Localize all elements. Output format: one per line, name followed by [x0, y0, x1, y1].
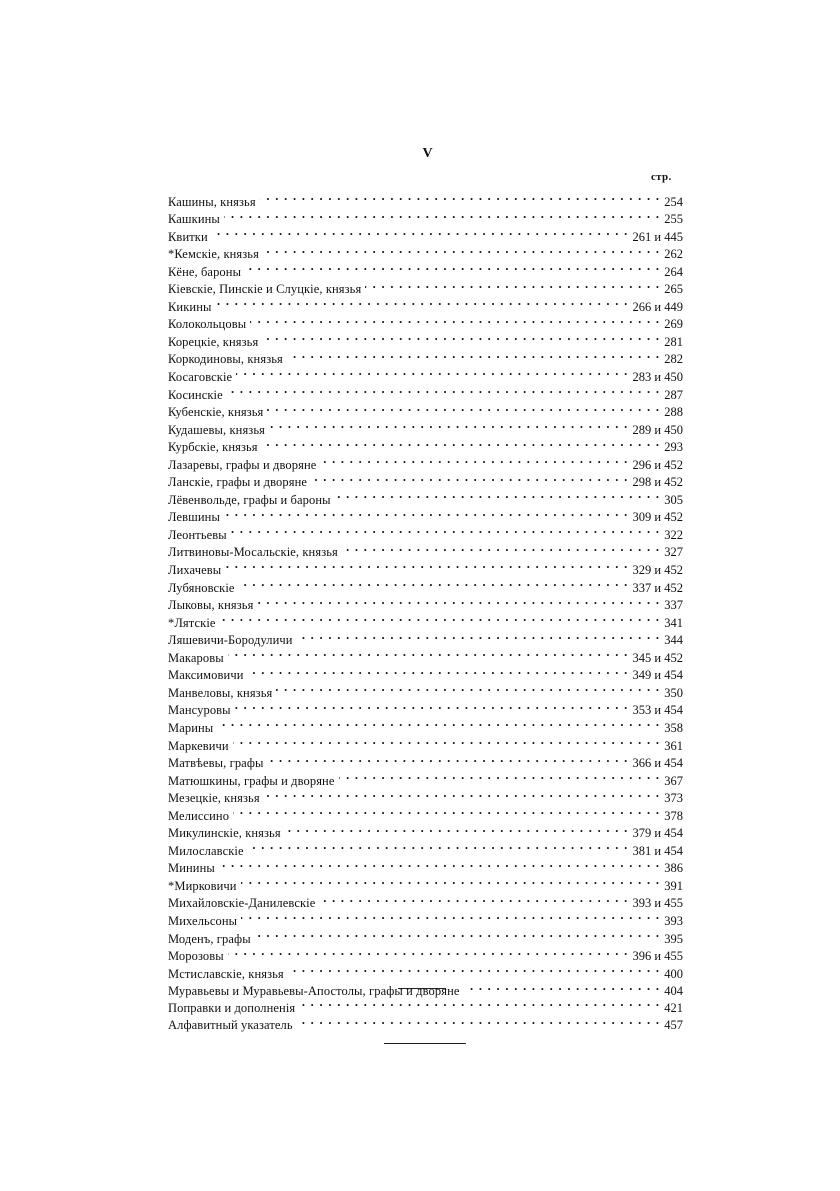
entry-pages: 378 — [664, 808, 683, 823]
entry-title: Кашкины — [168, 212, 220, 227]
dot-leader — [299, 994, 660, 1012]
entry-title: Маркевичи — [168, 738, 229, 753]
entry-title: Мелиссино — [168, 808, 230, 823]
dot-leader — [319, 890, 628, 908]
toc-entry — [168, 925, 683, 946]
entry-pages: 254 — [664, 194, 683, 209]
entry-title: Кубенскіе, князья — [168, 405, 264, 420]
toc-entry — [168, 206, 683, 227]
entry-pages: 345 и 452 — [632, 650, 683, 665]
entry-title: Макаровы — [168, 650, 224, 665]
entry-title: Лубяновскіе — [168, 580, 235, 595]
dot-leader — [285, 820, 629, 838]
entry-pages: 322 — [664, 527, 683, 542]
entry-title: Лихачевы — [168, 563, 222, 578]
entry-title: Левшины — [168, 510, 220, 525]
entry-title: *Лятскіе — [168, 615, 216, 630]
entry-pages: 255 — [664, 212, 683, 227]
entry-pages: 361 — [664, 738, 683, 753]
entry-pages: 457 — [664, 1018, 683, 1033]
entry-pages: 337 и 452 — [632, 580, 683, 595]
dot-leader — [250, 311, 660, 329]
toc-entry — [168, 960, 683, 981]
toc-entry — [168, 223, 683, 244]
toc-entry — [168, 188, 683, 209]
entry-pages: 400 — [664, 966, 683, 981]
toc-entry — [168, 521, 683, 542]
entry-pages: 367 — [664, 773, 683, 788]
entry-title: Квитки — [168, 229, 208, 244]
entry-title: Муравьевы и Муравьевы-Апостолы, графы и дворяне — [168, 984, 460, 999]
dot-leader — [264, 785, 661, 803]
dot-leader — [311, 469, 629, 487]
dot-leader — [224, 504, 629, 522]
entry-pages: 329 и 452 — [632, 563, 683, 578]
entry-title: Морозовы — [168, 949, 224, 964]
entry-pages: 353 и 454 — [632, 703, 683, 718]
dot-leader — [262, 328, 660, 346]
entry-title: Милославскіе — [168, 843, 244, 858]
entry-title: Моденъ, графы — [168, 931, 251, 946]
entry-pages: 366 и 454 — [632, 756, 683, 771]
dot-leader — [219, 855, 660, 873]
toc-entry — [168, 627, 683, 648]
dot-leader — [241, 907, 660, 925]
entry-pages: 293 — [664, 440, 683, 455]
end-rule — [384, 1043, 466, 1044]
entry-title: Кашины, князья — [168, 194, 256, 209]
entry-pages: 393 и 455 — [632, 896, 683, 911]
entry-pages: 282 — [664, 352, 683, 367]
entry-pages: 288 — [664, 405, 683, 420]
entry-title: Коркодиновы, князья — [168, 352, 283, 367]
entry-pages: 265 — [664, 282, 683, 297]
appendix-list — [168, 994, 683, 1033]
entry-title: Косинскіе — [168, 387, 223, 402]
entry-pages: 395 — [664, 931, 683, 946]
dot-leader — [287, 346, 660, 364]
entry-pages: 358 — [664, 720, 683, 735]
dot-leader — [228, 943, 629, 961]
entry-pages: 344 — [664, 633, 683, 648]
toc-entry — [168, 890, 683, 911]
entry-pages: 341 — [664, 615, 683, 630]
dot-leader — [268, 750, 629, 768]
dot-leader — [342, 539, 660, 557]
dot-leader — [233, 732, 661, 750]
entry-title: Корецкіе, князья — [168, 334, 259, 349]
dot-leader — [257, 592, 660, 610]
entry-title: Михельсоны — [168, 913, 238, 928]
dot-leader — [245, 258, 660, 276]
entry-pages: 373 — [664, 791, 683, 806]
toc-entry — [168, 609, 683, 630]
toc-entry — [168, 820, 683, 841]
dot-leader — [239, 574, 629, 592]
dot-leader — [365, 276, 660, 294]
dot-leader — [215, 293, 628, 311]
toc-entry — [168, 644, 683, 665]
toc-entry — [168, 662, 683, 683]
dot-leader — [235, 697, 629, 715]
dot-leader — [224, 206, 660, 224]
toc-entry — [168, 943, 683, 964]
entry-title: Ляшевичи-Бородуличи — [168, 633, 293, 648]
entry-pages: 396 и 455 — [632, 949, 683, 964]
dot-leader — [225, 556, 628, 574]
entry-pages: 393 — [664, 913, 683, 928]
dot-leader — [263, 241, 660, 259]
entry-pages: 269 — [664, 317, 683, 332]
entry-title: Лыковы, князья — [168, 598, 254, 613]
dot-leader — [236, 363, 628, 381]
entry-pages: 266 и 449 — [632, 299, 683, 314]
entry-title: Ланскіе, графы и дворяне — [168, 475, 308, 490]
entry-pages: 381 и 454 — [632, 843, 683, 858]
toc-entry — [168, 714, 683, 735]
entry-pages: 305 — [664, 492, 683, 507]
entry-title: Кикины — [168, 299, 212, 314]
entry-title: Мстиславскіе, князья — [168, 966, 284, 981]
entry-pages: 281 — [664, 334, 683, 349]
toc-entry — [168, 592, 683, 613]
toc-entry — [168, 872, 683, 893]
dot-leader — [269, 416, 629, 434]
toc-entry — [168, 732, 683, 753]
dot-leader — [248, 837, 629, 855]
entry-title: Михайловскіе-Данилевскіе — [168, 896, 316, 911]
entry-pages: 298 и 452 — [632, 475, 683, 490]
dot-leader — [297, 627, 661, 645]
toc-entry — [168, 697, 683, 718]
entry-pages: 386 — [664, 861, 683, 876]
entry-pages: 287 — [664, 387, 683, 402]
page-number: V — [422, 146, 433, 161]
toc-entry — [168, 855, 683, 876]
dot-leader — [255, 925, 661, 943]
entry-title: Колокольцовы — [168, 317, 247, 332]
dot-leader — [241, 872, 661, 890]
toc-entry — [168, 994, 683, 1015]
entry-pages: 262 — [664, 247, 683, 262]
entry-pages: 283 и 450 — [632, 370, 683, 385]
dot-leader — [464, 978, 661, 996]
entry-pages: 261 и 445 — [632, 229, 683, 244]
entry-title: Микулинскіе, князья — [168, 826, 281, 841]
entry-title: Минины — [168, 861, 215, 876]
entry-title: Марины — [168, 720, 214, 735]
dot-leader — [288, 960, 660, 978]
table-of-contents — [168, 188, 683, 999]
page-column-header: стр. — [651, 171, 672, 183]
toc-entry — [168, 311, 683, 332]
dot-leader — [297, 1012, 661, 1030]
toc-entry — [168, 399, 683, 420]
toc-entry — [168, 907, 683, 928]
toc-entry — [168, 539, 683, 560]
toc-entry — [168, 241, 683, 262]
dot-leader — [267, 399, 660, 417]
entry-pages: 404 — [664, 984, 683, 999]
dot-leader — [212, 223, 629, 241]
toc-entry — [168, 504, 683, 525]
entry-title: Манвеловы, князья — [168, 685, 273, 700]
entry-title: Матвѣевы, графы — [168, 756, 264, 771]
dot-leader — [260, 188, 661, 206]
entry-pages: 350 — [664, 685, 683, 700]
dot-leader — [217, 714, 660, 732]
dot-leader — [227, 381, 661, 399]
entry-title: *Кемскіе, князья — [168, 247, 259, 262]
entry-title: Лазаревы, графы и дворяне — [168, 457, 317, 472]
toc-entry — [168, 556, 683, 578]
toc-entry — [168, 381, 683, 402]
entry-title: Лёвенвольде, графы и бароны — [168, 492, 331, 507]
entry-title: Леонтьевы — [168, 527, 227, 542]
dot-leader — [231, 521, 660, 539]
dot-leader — [276, 679, 660, 697]
dot-leader — [233, 802, 660, 820]
toc-entry — [168, 802, 683, 823]
dot-leader — [335, 486, 661, 504]
toc-entry — [168, 293, 683, 314]
entry-pages: 309 и 452 — [632, 510, 683, 525]
toc-entry — [168, 276, 683, 297]
toc-entry — [168, 363, 683, 385]
entry-pages: 379 и 454 — [632, 826, 683, 841]
section-divider — [398, 988, 446, 989]
toc-entry — [168, 258, 683, 279]
dot-leader — [262, 434, 661, 452]
entry-title: Кудашевы, князья — [168, 422, 265, 437]
entry-pages: 327 — [664, 545, 683, 560]
entry-title: Литвиновы-Мосальскіе, князья — [168, 545, 338, 560]
dot-leader — [339, 767, 661, 785]
entry-title: *Мирковичи — [168, 878, 237, 893]
entry-title: Мезецкіе, князья — [168, 791, 260, 806]
toc-entry — [168, 574, 683, 595]
entry-pages: 296 и 452 — [632, 457, 683, 472]
entry-pages: 337 — [664, 598, 683, 613]
entry-title: Поправки и дополненія — [168, 1000, 296, 1015]
entry-pages: 421 — [664, 1000, 683, 1015]
entry-title: Кёне, бароны — [168, 264, 242, 279]
entry-title: Матюшкины, графы и дворяне — [168, 773, 335, 788]
entry-pages: 391 — [664, 878, 683, 893]
entry-title: Кіевскіе, Пинскіе и Слуцкіе, князья — [168, 282, 362, 297]
entry-title: Курбскіе, князья — [168, 440, 258, 455]
dot-leader — [248, 662, 629, 680]
entry-title: Косаговскіе — [168, 370, 233, 385]
entry-pages: 289 и 450 — [632, 422, 683, 437]
toc-entry — [168, 750, 683, 771]
dot-leader — [228, 644, 629, 662]
entry-title: Алфавитный указатель — [168, 1018, 293, 1033]
entry-title: Максимовичи — [168, 668, 244, 683]
entry-pages: 349 и 454 — [632, 668, 683, 683]
entry-title: Мансуровы — [168, 703, 231, 718]
dot-leader — [220, 609, 661, 627]
dot-leader — [320, 451, 628, 469]
entry-pages: 264 — [664, 264, 683, 279]
